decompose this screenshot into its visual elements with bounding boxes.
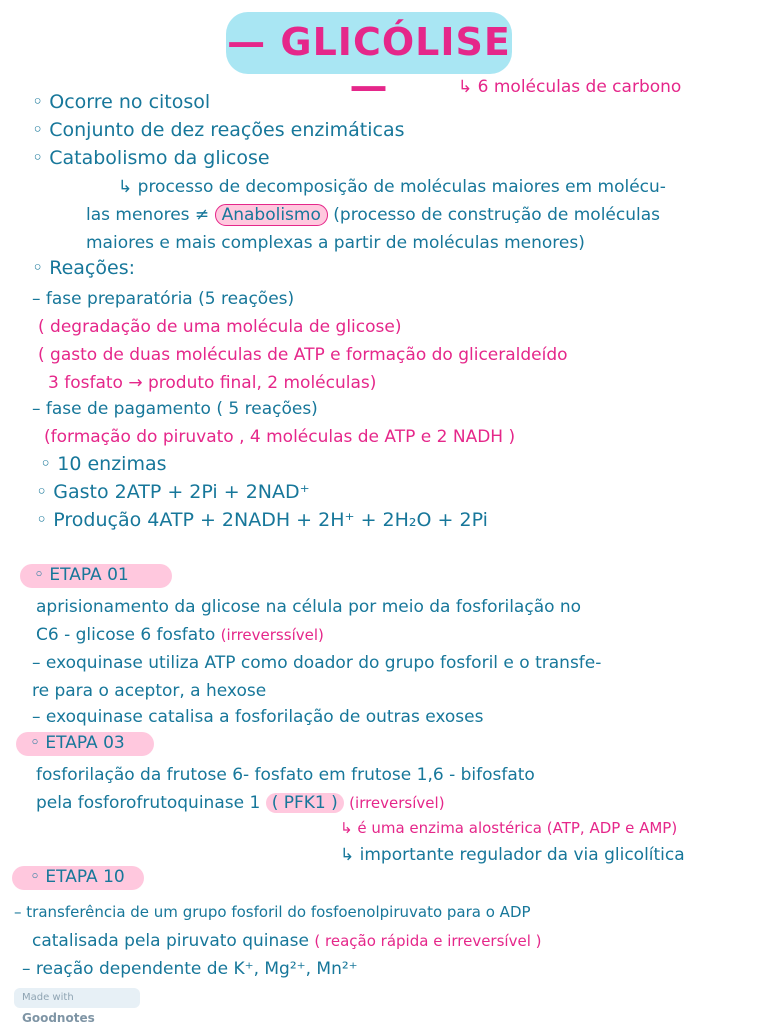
watermark-brand: Goodnotes — [22, 1011, 95, 1025]
pfk1-highlight: ( PFK1 ) — [266, 793, 344, 813]
fase-preparatoria: – fase preparatória (5 reações) — [32, 289, 295, 309]
bullet-citosol: ◦ Ocorre no citosol — [32, 91, 211, 113]
etapa01-irreversivel: (irreverssível) — [220, 626, 324, 644]
bullet-reacoes-enzimaticas: ◦ Conjunto de dez reações enzimáticas — [32, 119, 405, 141]
etapa01-line4: re para o aceptor, a hexose — [32, 681, 267, 701]
etapa01-line2-text: C6 - glicose 6 fosfato — [36, 625, 216, 645]
etapa03-line2-text: pela fosforofrutoquinase 1 — [36, 793, 261, 813]
title-text: GLICÓLISE — [280, 20, 511, 64]
etapa03-label: ◦ ETAPA 03 — [30, 733, 125, 753]
etapa01-line2 — [36, 626, 324, 645]
etapa03-regulador: ↳ importante regulador da via glicolítica — [340, 845, 685, 865]
etapa01-line5: – exoquinase catalisa a fosforilação de outras exoses — [32, 707, 484, 727]
watermark-small-text: Made with — [22, 992, 74, 1003]
fase-preparatoria-note3: 3 fosfato → produto final, 2 moléculas) — [48, 373, 377, 393]
fase-pagamento-note: (formação do piruvato , 4 moléculas de ATP e 2 NADH ) — [44, 427, 516, 447]
page-title: — GLICÓLISE — — [227, 20, 511, 108]
etapa03-irreversivel: (irreversível) — [349, 794, 445, 812]
etapa01-line3: – exoquinase utiliza ATP como doador do grupo fosforil e o transfe- — [32, 653, 602, 673]
title-note: ↳ 6 moléculas de carbono — [458, 77, 682, 97]
etapa01-label: ◦ ETAPA 01 — [34, 565, 129, 585]
etapa10-line3: – reação dependente de K⁺, Mg²⁺, Mn²⁺ — [22, 959, 358, 979]
catabolismo-def-line3: maiores e mais complexas a partir de moléculas menores) — [86, 233, 585, 253]
etapa01-line1: aprisionamento da glicose na célula por meio da fosforilação no — [36, 597, 582, 617]
etapa10-line2 — [32, 932, 541, 951]
fase-preparatoria-note2: ( gasto de duas moléculas de ATP e formação do gliceraldeído — [38, 345, 568, 365]
etapa03-line2 — [36, 794, 445, 813]
catabolismo-def-post: (processo de construção de moléculas — [333, 205, 660, 225]
catabolismo-def-line1: ↳ processo de decomposição de moléculas maiores em molécu- — [118, 177, 666, 197]
bullet-producao: ◦ Produção 4ATP + 2NADH + 2H⁺ + 2H₂O + 2Pi — [36, 509, 488, 531]
etapa10-line2-text: catalisada pela piruvato quinase — [32, 931, 309, 951]
etapa10-reacao-rapida: ( reação rápida e irreversível ) — [314, 932, 542, 950]
fase-pagamento: – fase de pagamento ( 5 reações) — [32, 399, 318, 419]
bullet-catabolismo: ◦ Catabolismo da glicose — [32, 147, 270, 169]
etapa03-line1: fosforilação da frutose 6- fosfato em frutose 1,6 - bifosfato — [36, 765, 535, 785]
catabolismo-def-line2 — [86, 206, 660, 225]
goodnotes-watermark — [14, 988, 140, 1025]
title-highlight — [226, 12, 512, 108]
bullet-10-enzimas: ◦ 10 enzimas — [40, 453, 167, 475]
bullet-gasto: ◦ Gasto 2ATP + 2Pi + 2NAD⁺ — [36, 481, 310, 503]
bullet-reacoes: ◦ Reações: — [32, 257, 135, 279]
fase-preparatoria-note1: ( degradação de uma molécula de glicose) — [38, 317, 402, 337]
etapa10-label: ◦ ETAPA 10 — [30, 867, 125, 887]
etapa10-line1: – transferência de um grupo fosforil do fosfoenolpiruvato para o ADP — [14, 903, 531, 921]
etapa03-alosterica: ↳ é uma enzima alostérica (ATP, ADP e AMP) — [340, 819, 678, 837]
anabolismo-highlight: Anabolismo — [215, 204, 328, 226]
catabolismo-def-pre: las menores ≠ — [86, 205, 210, 225]
